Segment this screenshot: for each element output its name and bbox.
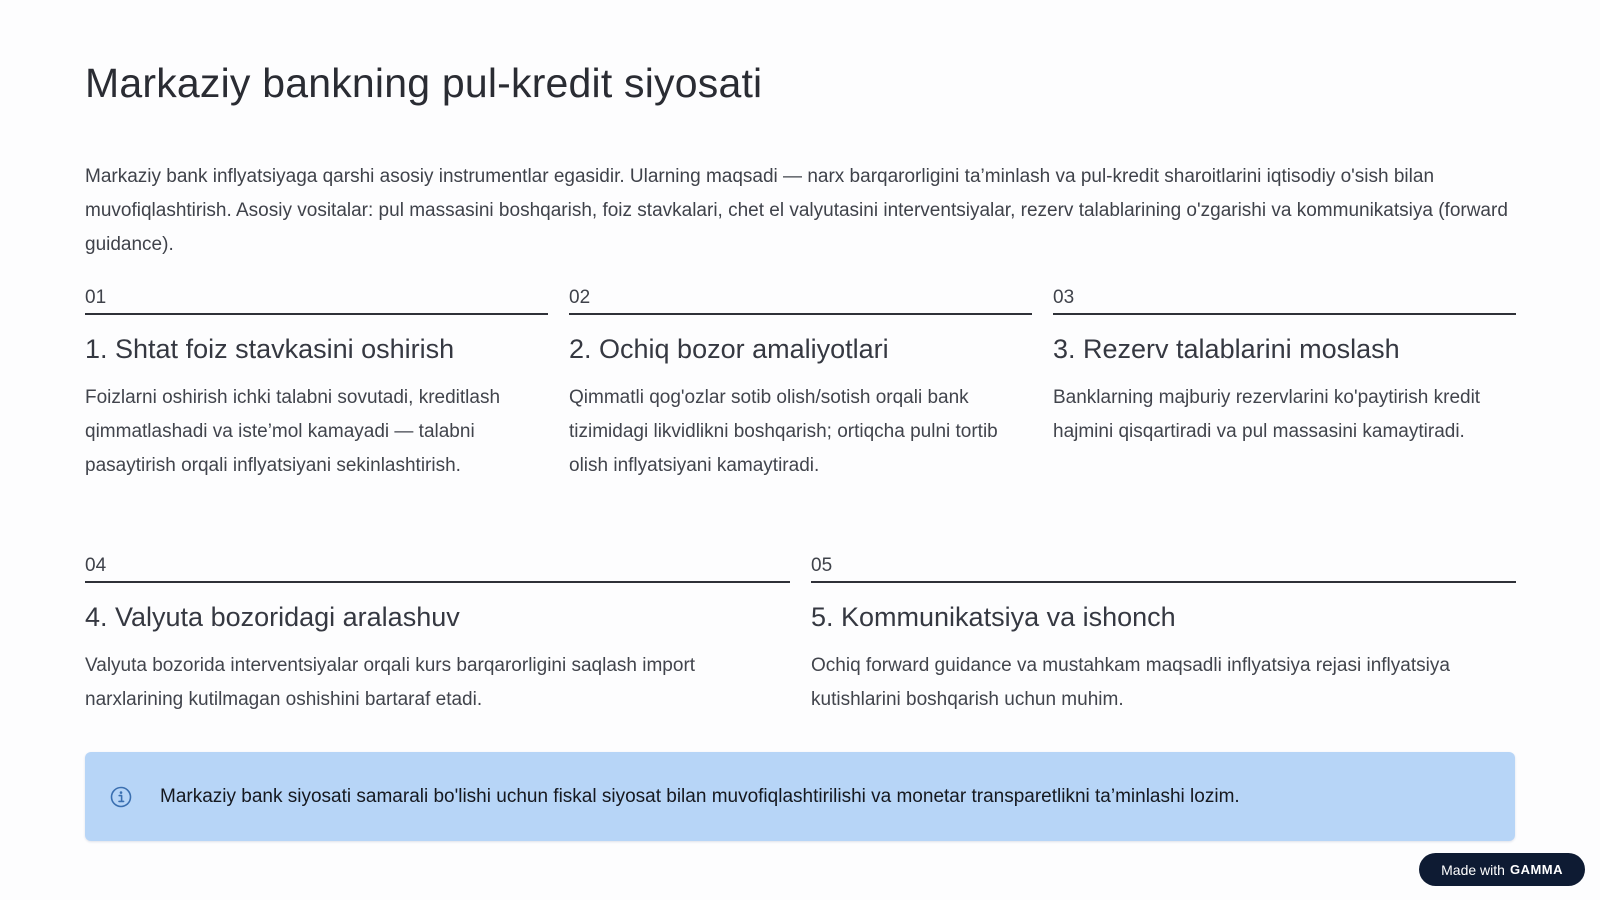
badge-prefix: Made with	[1441, 861, 1505, 878]
card-number: 04	[85, 551, 790, 583]
card-number: 05	[811, 551, 1516, 583]
card-title: 2. Ochiq bozor amaliyotlari	[569, 334, 889, 364]
gamma-logo: GAMMA	[1509, 862, 1563, 877]
card-2	[569, 283, 1032, 483]
card-text: Valyuta bozorida interventsiyalar orqali kurs barqarorligini saqlash import narxlarining kutilmagan oshishini bartaraf etadi.	[85, 655, 696, 710]
card-text: Foizlarni oshirish ichki talabni sovutadi, kreditlash qimmatlashadi va iste’mol kamayadi — talabni pasaytirish orqali inflyatsiyani sekinlashtirish.	[85, 387, 501, 476]
card-title: 1. Shtat foiz stavkasini oshirish	[85, 334, 455, 364]
card-text: Banklarning majburiy rezervlarini ko'paytirish kredit hajmini qisqartiradi va pul massasini kamaytiradi.	[1053, 387, 1481, 442]
card-title: 5. Kommunikatsiya va ishonch	[811, 602, 1176, 632]
card-number: 03	[1053, 283, 1516, 315]
card-title: 4. Valyuta bozoridagi aralashuv	[85, 602, 460, 632]
intro-paragraph: Markaziy bank inflyatsiyaga qarshi asosiy instrumentlar egasidir. Ularning maqsadi — narx barqarorligini ta’minlash va pul-kredit sharoitlarini iqtisodiy o'sish bilan muvofiqlashtirish. Asosiy vositalar: pul massasini boshqarish, foiz stavkalari, chet el valyutasini interventsiyalar, rezerv talablarining o'zgarishi va kommunikatsiya (forward guidance).	[85, 166, 1508, 255]
card-4	[85, 551, 790, 717]
made-with-gamma-badge[interactable]	[1419, 853, 1585, 886]
card-number: 01	[85, 283, 548, 315]
card-text: Ochiq forward guidance va mustahkam maqsadli inflyatsiya rejasi inflyatsiya kutishlarini boshqarish uchun muhim.	[811, 655, 1450, 710]
page-title: Markaziy bankning pul-kredit siyosati	[85, 60, 763, 106]
info-icon	[110, 786, 132, 808]
info-callout	[85, 752, 1515, 841]
card-3	[1053, 283, 1516, 449]
callout-text: Markaziy bank siyosati samarali bo'lishi uchun fiskal siyosat bilan muvofiqlashtirilishi va monetar transparetlikni ta’minlashi lozim.	[160, 786, 1240, 807]
card-text: Qimmatli qog'ozlar sotib olish/sotish orqali bank tizimidagi likvidlikni boshqarish; ortiqcha pulni tortib olish inflyatsiyani kamaytiradi.	[569, 387, 998, 476]
card-number: 02	[569, 283, 1032, 315]
slide	[85, 0, 1515, 900]
card-title: 3. Rezerv talablarini moslash	[1053, 334, 1400, 364]
card-5	[811, 551, 1516, 717]
card-1	[85, 283, 548, 483]
